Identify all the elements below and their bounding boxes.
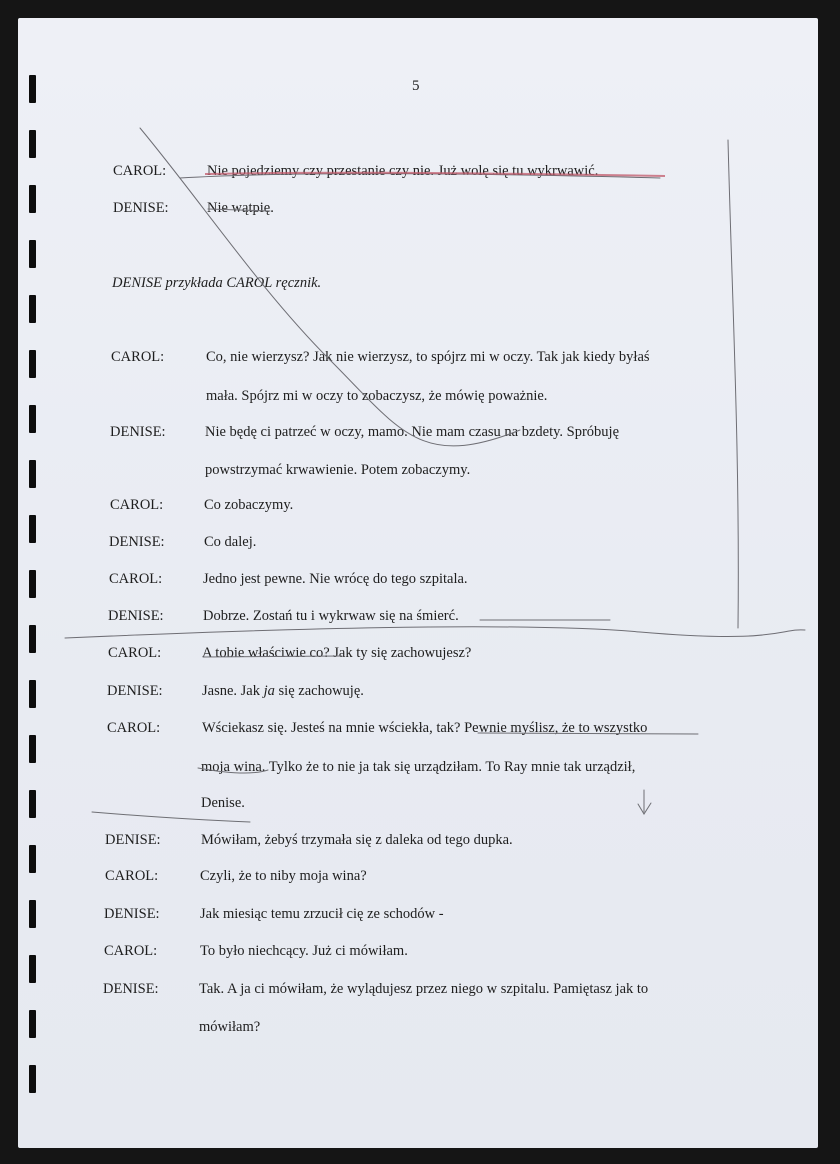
speaker-label: DENISE: bbox=[109, 534, 165, 550]
dialogue-line: Jak miesiąc temu zrzucił cię ze schodów - bbox=[200, 906, 444, 922]
dialogue-line-continued: moja wina. Tylko że to nie ja tak się urządziłam. To Ray mnie tak urządził, bbox=[201, 759, 636, 775]
speaker-label: DENISE: bbox=[105, 832, 161, 848]
dialogue-line-continued: powstrzymać krwawienie. Potem zobaczymy. bbox=[205, 462, 471, 478]
speaker-label: CAROL: bbox=[111, 349, 165, 365]
binding-hole bbox=[29, 900, 36, 928]
binding-hole bbox=[29, 405, 36, 433]
speaker-label: DENISE: bbox=[108, 608, 164, 624]
binding-hole bbox=[29, 1065, 36, 1093]
dialogue-line: Nie będę ci patrzeć w oczy, mamo. Nie mam czasu na bzdety. Spróbuję bbox=[205, 424, 620, 440]
speaker-label: CAROL: bbox=[104, 943, 158, 959]
binding-hole bbox=[29, 1010, 36, 1038]
binding-hole bbox=[29, 955, 36, 983]
dialogue-line: Co dalej. bbox=[204, 534, 257, 550]
binding-hole bbox=[29, 845, 36, 873]
speaker-label: DENISE: bbox=[113, 200, 169, 216]
binding-hole bbox=[29, 680, 36, 708]
dialogue-line: Co, nie wierzysz? Jak nie wierzysz, to spójrz mi w oczy. Tak jak kiedy byłaś bbox=[206, 349, 650, 365]
dialogue-line: Nie pojedziemy czy przestanie czy nie. Już wolę się tu wykrwawić. bbox=[207, 163, 599, 179]
speaker-label: CAROL: bbox=[113, 163, 167, 179]
binding-hole bbox=[29, 460, 36, 488]
dialogue-line bbox=[202, 681, 364, 701]
binding-hole bbox=[29, 130, 36, 158]
binding-hole bbox=[29, 790, 36, 818]
binding-hole bbox=[29, 75, 36, 103]
speaker-label: CAROL: bbox=[110, 497, 164, 513]
dialogue-text: Jasne. Jak bbox=[202, 683, 264, 699]
dialogue-line: Mówiłam, żebyś trzymała się z daleka od tego dupka. bbox=[201, 832, 513, 848]
dialogue-line: Wściekasz się. Jesteś na mnie wściekła, tak? Pewnie myślisz, że to wszystko bbox=[202, 720, 648, 736]
dialogue-line: Dobrze. Zostań tu i wykrwaw się na śmierć. bbox=[203, 608, 459, 624]
dialogue-line: Tak. A ja ci mówiłam, że wylądujesz przez niego w szpitalu. Pamiętasz jak to bbox=[199, 981, 649, 997]
speaker-label: DENISE: bbox=[110, 424, 166, 440]
binding-hole bbox=[29, 240, 36, 268]
dialogue-line: Jedno jest pewne. Nie wrócę do tego szpitala. bbox=[203, 571, 468, 587]
dialogue-line: Co zobaczymy. bbox=[204, 497, 294, 513]
binding-holes bbox=[0, 0, 60, 1164]
binding-hole bbox=[29, 295, 36, 323]
speaker-label: CAROL: bbox=[107, 720, 161, 736]
dialogue-line-continued: Denise. bbox=[201, 795, 245, 811]
page-number: 5 bbox=[412, 78, 420, 94]
binding-hole bbox=[29, 625, 36, 653]
dialogue-line: A tobie właściwie co? Jak ty się zachowujesz? bbox=[202, 645, 472, 661]
dialogue-line: To było niechcący. Już ci mówiłam. bbox=[200, 943, 408, 959]
speaker-label: DENISE: bbox=[103, 981, 159, 997]
binding-hole bbox=[29, 185, 36, 213]
dialogue-text: się zachowuję. bbox=[274, 683, 364, 699]
dialogue-line-continued: mała. Spójrz mi w oczy to zobaczysz, że mówię poważnie. bbox=[206, 388, 548, 404]
speaker-label: CAROL: bbox=[109, 571, 163, 587]
dialogue-line-continued: mówiłam? bbox=[199, 1019, 261, 1035]
dialogue-line: Czyli, że to niby moja wina? bbox=[200, 868, 367, 884]
binding-hole bbox=[29, 350, 36, 378]
dialogue-line: Nie wątpię. bbox=[207, 200, 274, 216]
speaker-label: DENISE: bbox=[104, 906, 160, 922]
stage-direction: DENISE przykłada CAROL ręcznik. bbox=[112, 275, 322, 291]
speaker-label: CAROL: bbox=[108, 645, 162, 661]
speaker-label: DENISE: bbox=[107, 683, 163, 699]
binding-hole bbox=[29, 515, 36, 543]
emphasis-text: ja bbox=[263, 683, 275, 699]
speaker-label: CAROL: bbox=[105, 868, 159, 884]
binding-hole bbox=[29, 570, 36, 598]
binding-hole bbox=[29, 735, 36, 763]
